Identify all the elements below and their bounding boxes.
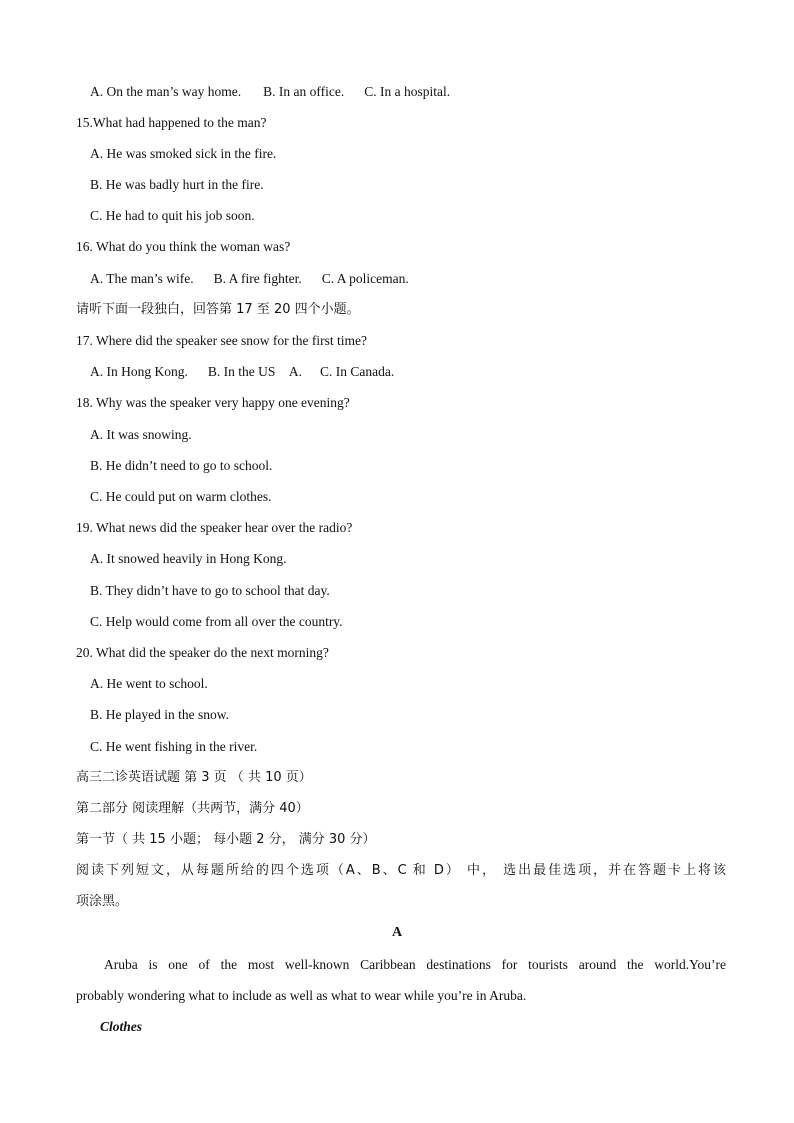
instructions-line2: 项涂黑。 [76,894,129,909]
q15-option-b: B. He was badly hurt in the fire. [90,177,264,192]
q19-option-c: C. Help would come from all over the country. [90,614,343,629]
q16-option-a: A. The man’s wife. [90,271,194,286]
part2-title: 第二部分 阅读理解（共两节，满分 40） [76,801,309,816]
option-c: C. In a hospital. [364,84,451,99]
question-17: 17. Where did the speaker see snow for the first time? [76,333,368,348]
passage-line2: probably wondering what to include as well as what to wear while you’re in Aruba. [76,988,527,1003]
passage-line1: Aruba is one of the most well-known Caribbean destinations for tourists around the world.You’re [104,957,726,972]
q20-option-c: C. He went fishing in the river. [90,739,258,754]
question-18: 18. Why was the speaker very happy one evening? [76,395,350,410]
q17-options-row [90,363,394,381]
q16-option-c: C. A policeman. [321,271,409,286]
question-19: 19. What news did the speaker hear over the radio? [76,520,353,535]
q16-option-b: B. A fire fighter. [213,271,302,286]
q20-option-a: A. He went to school. [90,676,208,691]
q17-option-b: B. In the US A. [207,364,302,379]
top-options-row [90,83,450,101]
q18-option-b: B. He didn’t need to go to school. [90,458,273,473]
q17-option-c: C. In Canada. [320,364,395,379]
passage-label: A [391,925,403,940]
page-footer: 高三二诊英语试题 第 3 页 （ 共 10 页） [76,770,312,785]
option-a: A. On the man’s way home. [90,84,242,99]
monologue-instruction: 请听下面一段独白，回答第 17 至 20 四个小题。 [76,302,360,317]
q15-option-a: A. He was smoked sick in the fire. [90,146,277,161]
subheading-clothes: Clothes [100,1019,143,1034]
q17-option-a: A. In Hong Kong. [90,364,188,379]
section1-title: 第一节（ 共 15 小题； 每小题 2 分， 满分 30 分） [76,832,376,847]
question-20: 20. What did the speaker do the next morning? [76,645,329,660]
q15-option-c: C. He had to quit his job soon. [90,208,255,223]
option-b: B. In an office. [263,84,345,99]
q18-option-c: C. He could put on warm clothes. [90,489,272,504]
question-16: 16. What do you think the woman was? [76,239,291,254]
q20-option-b: B. He played in the snow. [90,707,229,722]
q19-option-b: B. They didn’t have to go to school that day. [90,583,330,598]
instructions-line1: 阅读下列短文，从每题所给的四个选项（A、B、C 和 D） 中， 选出最佳选项，并在答题卡上将该 [76,863,726,878]
question-15: 15.What had happened to the man? [76,115,267,130]
q16-options-row [90,270,409,288]
q19-option-a: A. It snowed heavily in Hong Kong. [90,551,287,566]
q18-option-a: A. It was snowing. [90,427,192,442]
